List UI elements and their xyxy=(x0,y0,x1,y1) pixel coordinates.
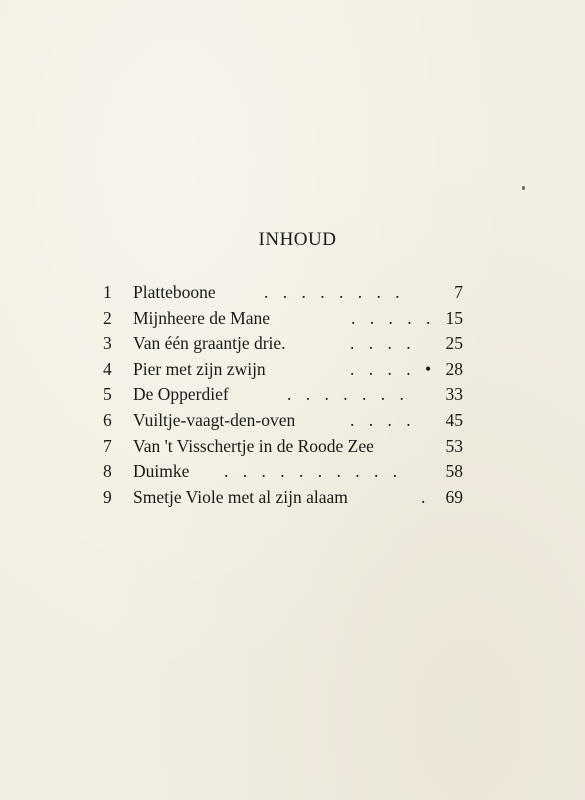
entry-title: De Opperdief xyxy=(133,384,229,405)
entry-number: 2 xyxy=(103,307,112,328)
toc-entry xyxy=(103,459,463,485)
entry-title: Vuiltje-vaagt-den-oven xyxy=(133,409,296,430)
entry-number: 1 xyxy=(103,282,112,302)
entry-page-number: 25 xyxy=(445,333,463,354)
entry-number: 3 xyxy=(103,333,112,354)
toc-entry xyxy=(103,306,463,332)
entry-page-number: 69 xyxy=(445,486,463,507)
dot-leader: . . . . . . . . . . xyxy=(224,461,403,482)
entry-title: Van één graantje drie. xyxy=(133,333,286,354)
toc-entry xyxy=(103,408,463,434)
toc-entry xyxy=(103,382,463,408)
entry-title: Platteboone xyxy=(133,282,216,302)
toc-entry xyxy=(103,331,463,357)
entry-title: Mijnheere de Mane xyxy=(133,307,271,328)
toc-entry xyxy=(103,485,463,511)
entry-page-number: 15 xyxy=(445,307,463,328)
table-of-contents xyxy=(103,280,463,510)
entry-number: 4 xyxy=(103,358,112,379)
entry-page-number: 58 xyxy=(445,461,463,482)
entry-number: 5 xyxy=(103,384,112,405)
entry-number: 6 xyxy=(103,409,112,430)
entry-page-number: 33 xyxy=(445,384,463,405)
dot-leader: . . . . xyxy=(350,409,416,430)
dot-leader: . . . . . . . xyxy=(287,384,409,405)
entry-number: 9 xyxy=(103,486,112,507)
entry-title: Van 't Visschertje in de Roode Zee xyxy=(133,435,374,456)
dot-leader: . xyxy=(421,486,431,507)
page-title: INHOUD xyxy=(258,229,337,250)
entry-number: 7 xyxy=(103,435,112,456)
entry-number: 8 xyxy=(103,461,112,482)
dot-leader: . . . . xyxy=(350,333,416,354)
dot-leader: . . . . . xyxy=(351,307,436,328)
entry-page-number: 45 xyxy=(445,409,463,430)
entry-title: Pier met zijn zwijn xyxy=(133,358,266,379)
entry-page-number: 28 xyxy=(445,358,463,379)
toc-entry xyxy=(103,434,463,460)
entry-page-number: 7 xyxy=(454,282,463,302)
dot-leader: . . . . . . . . xyxy=(264,282,405,302)
toc-entry xyxy=(103,357,463,383)
entry-page-number: 53 xyxy=(445,435,463,456)
toc-entry xyxy=(103,280,463,306)
entry-title: Duimke xyxy=(133,461,190,482)
paper-speck xyxy=(522,186,525,190)
entry-title: Smetje Viole met al zijn alaam xyxy=(133,486,348,507)
dot-leader: . . . . • xyxy=(350,358,437,379)
